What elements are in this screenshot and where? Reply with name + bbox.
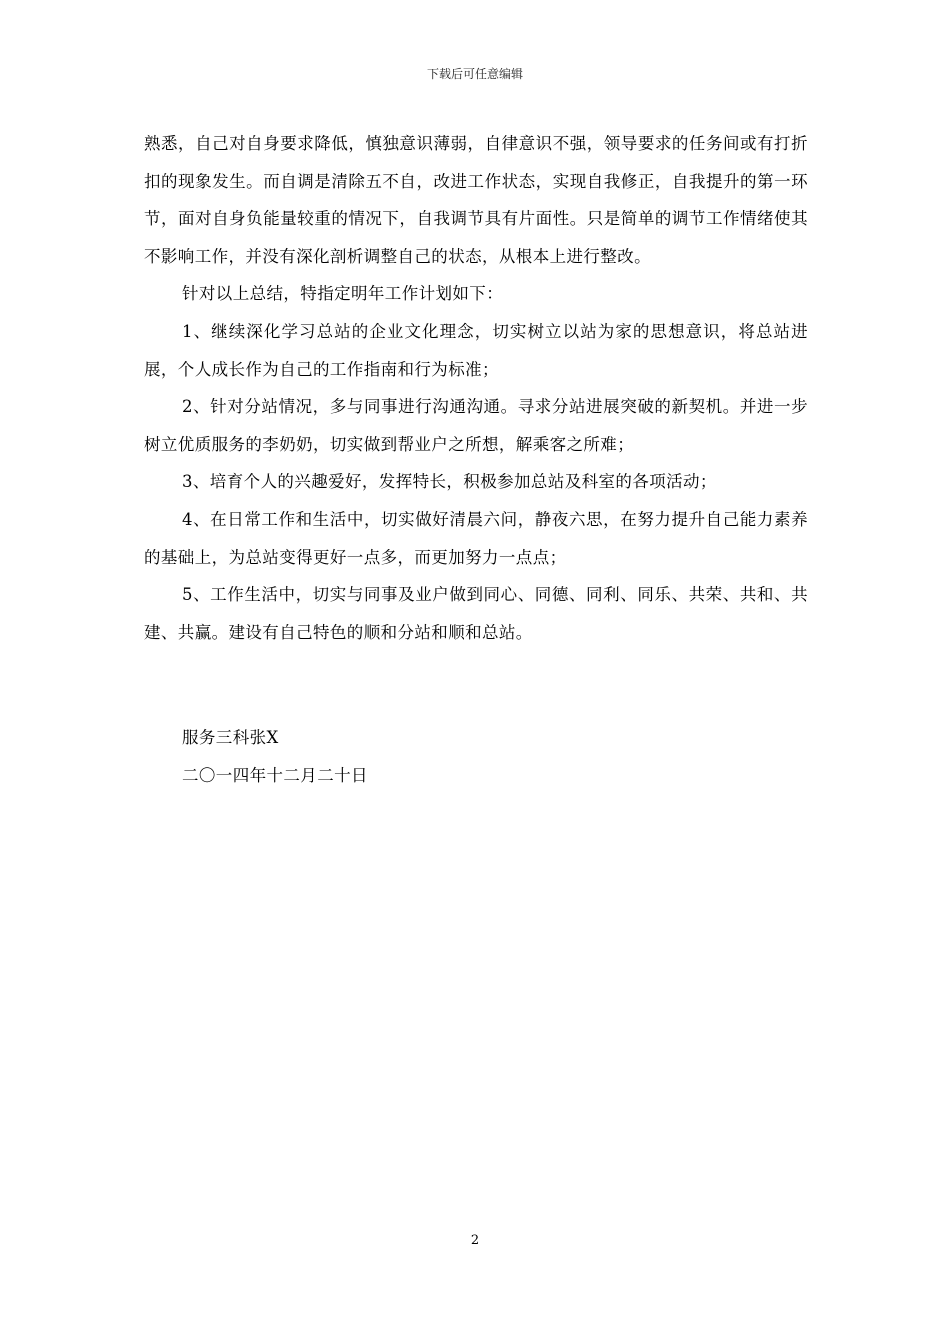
paragraph-plan-item-3: 3、培育个人的兴趣爱好，发挥特长，积极参加总站及科室的各项活动； <box>182 472 717 492</box>
paragraph-plan-intro: 针对以上总结，特指定明年工作计划如下： <box>182 284 504 304</box>
document-body <box>144 125 808 651</box>
paragraph-plan-item-5: 5、工作生活中，切实与同事及业户做到同心、同德、同利、同乐、共荣、共和、共建、共赢。建设有自己特色的顺和分站和顺和总站。 <box>144 585 808 642</box>
signature-block <box>182 719 368 794</box>
paragraph-plan-item-1: 1、继续深化学习总站的企业文化理念，切实树立以站为家的思想意识，将总站进展，个人成长作为自己的工作指南和行为标准； <box>144 321 808 379</box>
page-number: 2 <box>470 1233 480 1248</box>
signature-date: 二〇一四年十二月二十日 <box>182 765 368 785</box>
paragraph-plan-item-2: 2、针对分站情况，多与同事进行沟通沟通。寻求分站进展突破的新契机。并进一步树立优质服务的李奶奶，切实做到帮业户之所想，解乘客之所难； <box>144 397 808 454</box>
paragraph-plan-item-4: 4、在日常工作和生活中，切实做好清晨六问，静夜六思，在努力提升自己能力素养的基础上，为总站变得更好一点多，而更加努力一点点； <box>144 509 808 567</box>
page-header-note: 下载后可任意编辑 <box>426 67 523 81</box>
paragraph-continuation: 熟悉，自己对自身要求降低，慎独意识薄弱，自律意识不强，领导要求的任务间或有打折扣的现象发生。而自调是清除五不自，改进工作状态，实现自我修正，自我提升的第一环节，面对自身负能量较重的情况下，自我调节具有片面性。只是简单的调节工作情绪使其不影响工作，并没有深化剖析调整自己的状态，从根本上进行整改。 <box>144 134 808 266</box>
signature-author: 服务三科张X <box>182 728 279 747</box>
